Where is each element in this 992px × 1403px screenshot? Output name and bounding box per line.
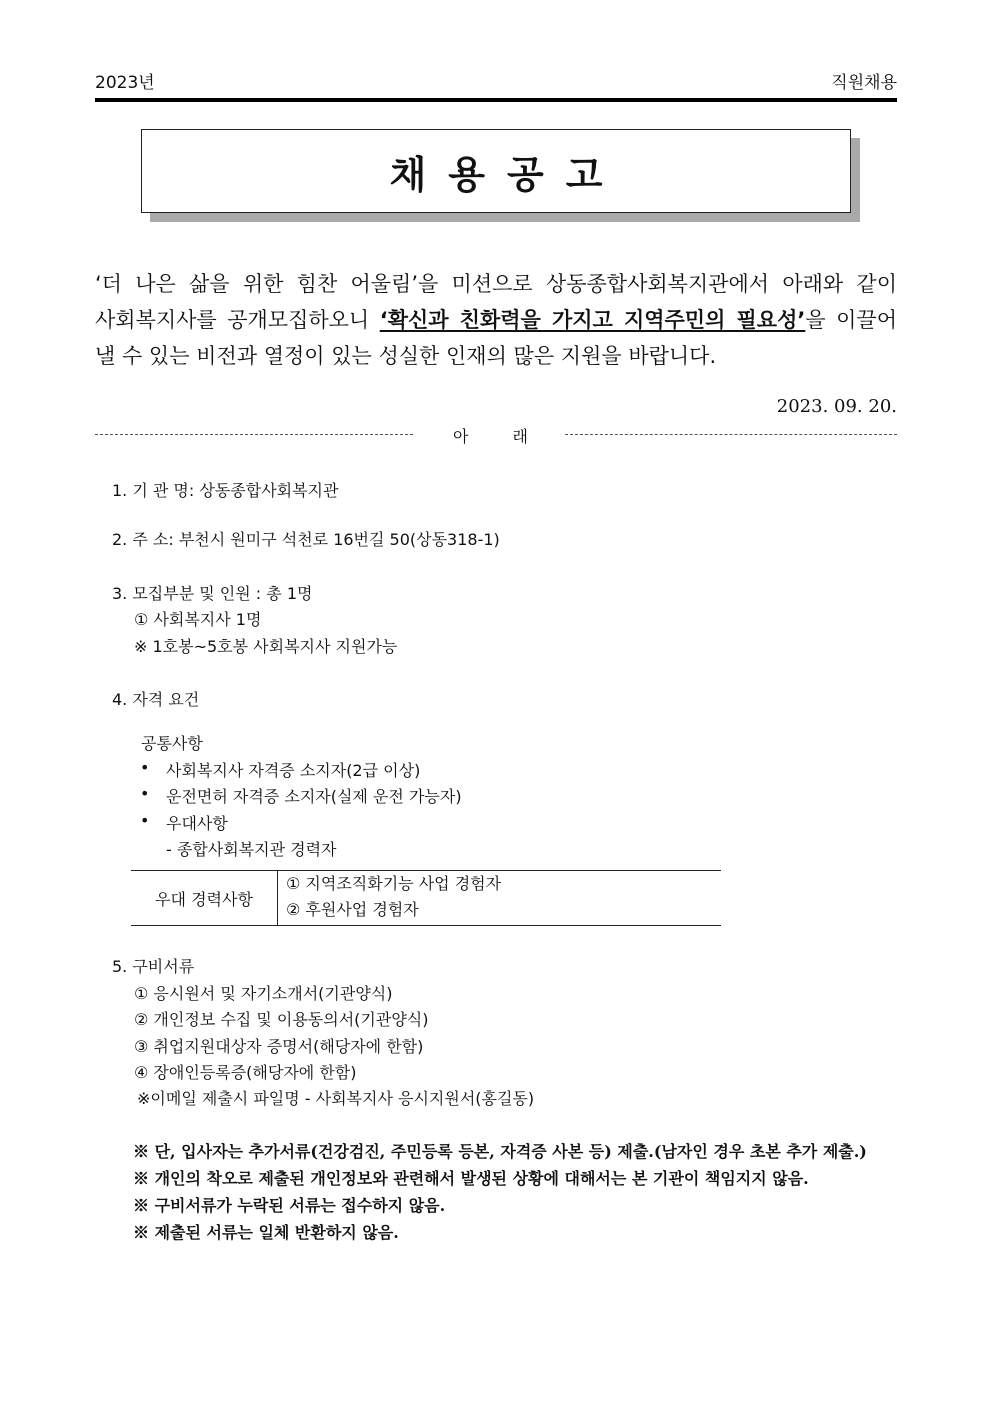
section-3-positions: 3. 모집부분 및 인원 : 총 1명 [112,584,313,603]
preferred-experience-table [131,870,721,926]
header-rule [95,98,897,102]
section-4-bullet-2: • 운전면허 자격증 소지자(실제 운전 가능자) [166,784,462,807]
section-5-item-3: ③ 취업지원대상자 증명서(해당자에 한함) [134,1037,424,1056]
header-category: 직원채용 [831,73,897,93]
divider-dash-right [565,434,897,435]
section-4-qualifications: 4. 자격 요건 [112,690,200,709]
intro-emphasis: ‘확신과 친화력을 가지고 지역주민의 필요성’ [379,308,806,332]
intro-line-3: 낼 수 있는 비전과 열정이 있는 성실한 인재의 많은 지원을 바랍니다. [95,344,717,368]
intro-line-2-pre: 사회복지사를 공개모집하오니 [95,308,380,332]
section-5-documents: 5. 구비서류 [112,957,195,976]
section-3-note: ※ 1호봉~5호봉 사회복지사 지원가능 [134,637,398,656]
intro-paragraph [95,266,897,374]
divider-label: 아래 [453,427,572,446]
section-5-item-2: ② 개인정보 수집 및 이용동의서(기관양식) [134,1010,429,1029]
section-5-email-note: ※이메일 제출시 파일명 - 사회복지사 응시지원서(홍길동) [137,1089,535,1108]
notice-1: ※ 단, 입사자는 추가서류(건강검진, 주민등록 등본, 자격증 사본 등) 제출.(남자인 경우 초본 추가 제출.) [133,1142,867,1161]
section-4-bullet-3: • 우대사항 [166,811,228,834]
section-4-common-heading: 공통사항 [141,734,203,753]
notice-2: ※ 개인의 착오로 제출된 개인정보와 관련해서 발생된 상황에 대해서는 본 기관이 책임지지 않음. [133,1169,809,1188]
table-value-cell [286,871,501,923]
table-row-1: ① 지역조직화기능 사업 경험자 [286,874,502,893]
title-box [141,129,851,213]
notice-3: ※ 구비서류가 누락된 서류는 접수하지 않음. [133,1196,446,1215]
section-4-bullet-1: • 사회복지사 자격증 소지자(2급 이상) [166,758,420,781]
table-row-2: ② 후원사업 경험자 [286,900,419,919]
section-2-address: 2. 주 소: 부천시 원미구 석천로 16번길 50(상동318-1) [112,530,500,549]
page-title: 채용공고 [389,152,625,197]
section-5-item-1: ① 응시원서 및 자기소개서(기관양식) [134,984,393,1003]
section-3-item-1: ① 사회복지사 1명 [134,610,262,629]
announcement-date: 2023. 09. 20. [776,396,897,417]
header-year: 2023년 [95,73,155,93]
notice-4: ※ 제출된 서류는 일체 반환하지 않음. [133,1223,399,1242]
intro-line-1: ‘더 나은 삶을 위한 힘찬 어울림’을 미션으로 상동종합사회복지관에서 아래와 같이 [95,272,897,296]
section-4-bullet-3-sub: - 종합사회복지관 경력자 [166,840,337,859]
divider-dash-left [95,434,413,435]
section-divider [95,424,897,444]
intro-line-2 [95,302,897,338]
section-5-item-4: ④ 장애인등록증(해당자에 한함) [134,1063,357,1082]
notice-list [133,1138,867,1246]
intro-line-2-post: 을 이끌어 [805,308,897,332]
table-label-cell: 우대 경력사항 [131,871,278,925]
section-1-organization: 1. 기 관 명: 상동종합사회복지관 [112,481,339,500]
